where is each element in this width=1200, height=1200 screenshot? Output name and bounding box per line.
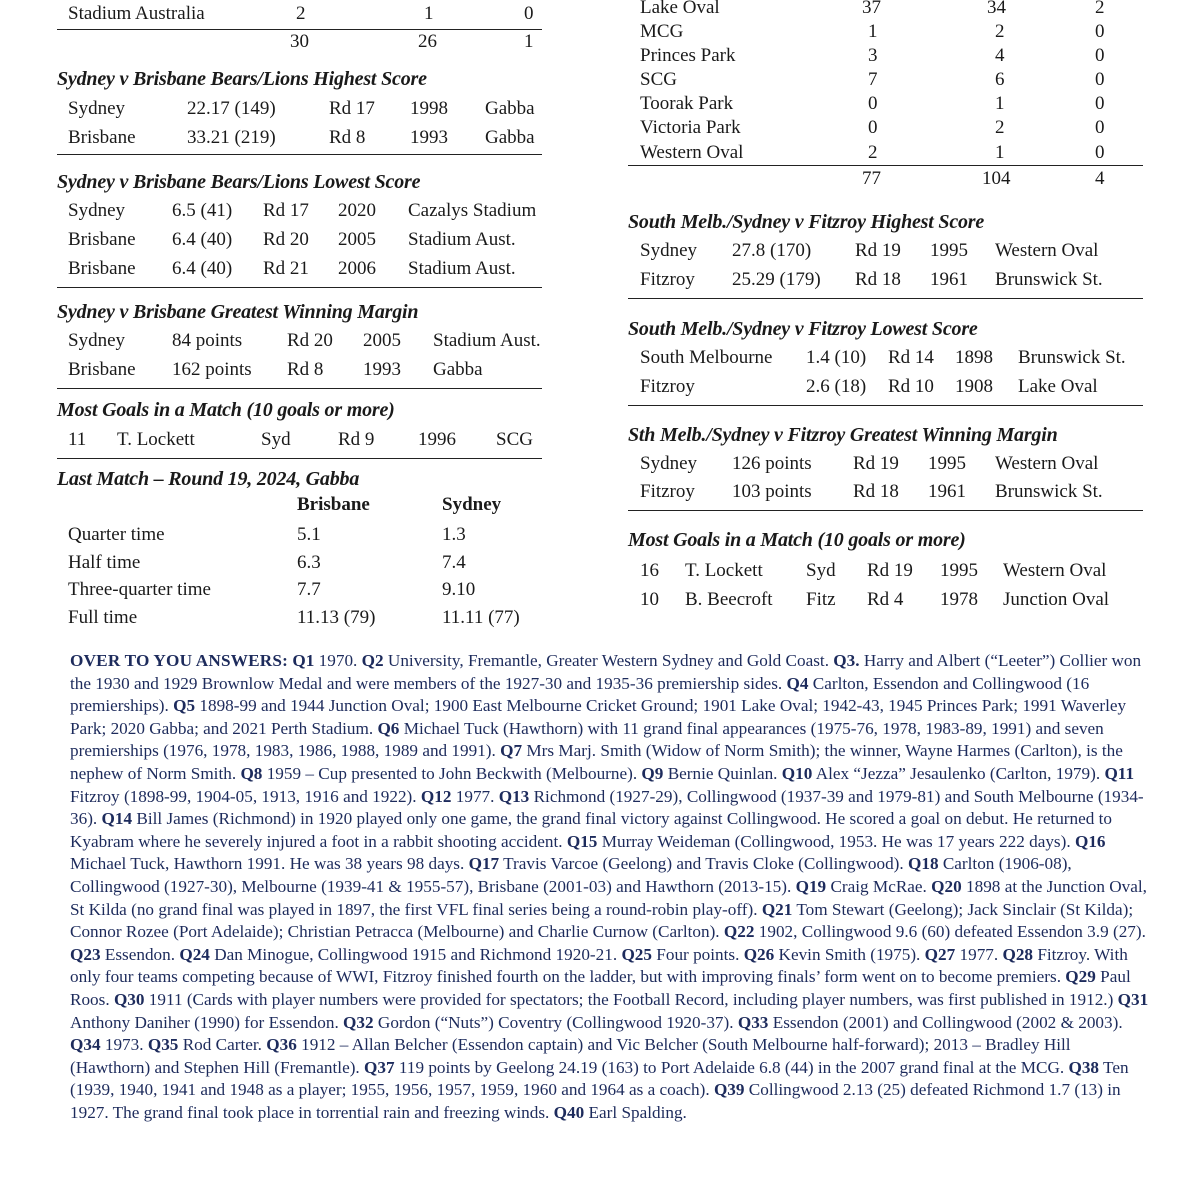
team-name: Sydney — [640, 240, 697, 261]
stat-row — [0, 373, 1200, 401]
answer-text: Bernie Quinlan. — [667, 763, 778, 783]
team-name: Sydney — [68, 200, 125, 221]
period-label: Half time — [68, 552, 141, 573]
score: 6.5 (41) — [172, 200, 233, 221]
answer-text: 1973. — [104, 1035, 144, 1055]
section-title: Last Match – Round 19, 2024, Gabba — [57, 468, 360, 490]
venue-name: SCG — [640, 69, 677, 90]
year: 1978 — [940, 589, 978, 610]
answer-text: Gordon (“Nuts”) Coventry (Collingwood 1920-37). — [377, 1012, 734, 1032]
round: Rd 20 — [287, 330, 333, 351]
answer-text: Alex “Jezza” Jesaulenko (Carlton, 1979). — [815, 763, 1101, 783]
team-name: Brisbane — [68, 229, 136, 250]
right-venue-row — [0, 139, 1200, 167]
round: Rd 9 — [338, 429, 375, 450]
total-col-c: 4 — [1095, 168, 1105, 189]
venue-col-c: 0 — [1095, 93, 1105, 114]
team1-score: 7.7 — [297, 579, 321, 600]
team-header: Sydney — [442, 494, 502, 515]
points: 103 points — [732, 481, 812, 502]
round: Rd 20 — [263, 229, 309, 250]
venue: Stadium Aust. — [433, 330, 541, 351]
venue-col-b: 1 — [995, 142, 1005, 163]
answer-number: Q9 — [641, 763, 664, 783]
answer-text: 1970. — [318, 651, 358, 670]
round: Rd 19 — [867, 560, 913, 581]
venue: Brunswick St. — [995, 481, 1103, 502]
answer-number: Q22 — [723, 922, 755, 942]
round: Rd 19 — [855, 240, 901, 261]
team-name: Brisbane — [68, 258, 136, 279]
section-rule — [628, 510, 1143, 511]
venue-name: MCG — [640, 21, 684, 42]
answer-text: University, Fremantle, Greater Western Sydney and Gold Coast. — [387, 651, 829, 670]
venue-col-b: 2 — [995, 117, 1005, 138]
round: Rd 17 — [329, 98, 375, 119]
answer-text: Mrs Marj. Smith (Widow of Norm Smith); the winner, Wayne Harmes (Carlton), is the nephew of Norm Smith. — [70, 741, 1123, 783]
round: Rd 21 — [263, 258, 309, 279]
stat-row — [0, 521, 560, 549]
year: 1995 — [930, 240, 968, 261]
team1-score: 11.13 (79) — [297, 607, 376, 628]
team-name: South Melbourne — [640, 347, 773, 368]
stat-row — [0, 450, 1200, 478]
answer-number: Q24 — [179, 944, 210, 964]
venue: Brunswick St. — [995, 269, 1103, 290]
venue-col-b: 1 — [995, 93, 1005, 114]
answer-text: 1911 (Cards with player numbers were provided for spectators; the Football Record, including player numbers, was first published in 1912.) — [148, 989, 1114, 1009]
year: 2005 — [338, 229, 376, 250]
stat-row — [0, 197, 560, 225]
answer-text: 1959 – Cup presented to John Beckwith (Melbourne). — [266, 763, 638, 783]
venue-col-a: 7 — [868, 69, 878, 90]
answer-text: Travis Varcoe (Geelong) and Travis Cloke (Collingwood). — [503, 854, 904, 874]
team1-score: 5.1 — [297, 524, 321, 545]
round: Rd 14 — [888, 347, 934, 368]
answers-heading: OVER TO YOU ANSWERS: — [70, 651, 289, 670]
period-label: Full time — [68, 607, 138, 628]
team-name: Sydney — [68, 330, 125, 351]
team2-score: 11.11 (77) — [442, 607, 520, 628]
team: Fitz — [806, 589, 836, 610]
answer-number: Q7 — [500, 741, 523, 761]
score: 22.17 (149) — [187, 98, 276, 119]
answer-number: Q35 — [147, 1035, 179, 1055]
venue-col-c: 2 — [1095, 0, 1105, 18]
goals: 11 — [68, 429, 87, 450]
venue-col-c: 0 — [1095, 142, 1105, 163]
answer-text: 1977. — [455, 786, 495, 806]
answer-text: Michael Tuck (Hawthorn) with 11 grand final appearances (1975-76, 1978, 1983-89, 1991) and seven premierships (1976, 1978, 1983, 1986, 1988, 1989 and 1991). — [70, 718, 1104, 761]
answer-number: Q4 — [786, 673, 809, 693]
venue: Western Oval — [995, 240, 1099, 261]
answer-text: Rod Carter. — [182, 1035, 262, 1055]
answer-text: Michael Tuck, Hawthorn 1991. He was 38 years 98 days. — [70, 854, 465, 874]
answer-text: 119 points by Geelong 24.19 (163) to Port Adelaide 6.8 (44) in the 2007 grand final at the MCG. — [398, 1057, 1065, 1077]
points: 126 points — [732, 453, 812, 474]
venue-col-b: 4 — [995, 45, 1005, 66]
right-venue-row — [0, 114, 1200, 142]
venue-name: Princes Park — [640, 45, 736, 66]
answer-text: Four points. — [656, 944, 740, 964]
stat-row — [0, 237, 1200, 265]
answer-number: Q40 — [553, 1102, 585, 1122]
venue-name: Lake Oval — [640, 0, 720, 18]
team: Syd — [806, 560, 836, 581]
year: 2020 — [338, 200, 376, 221]
section-rule — [628, 405, 1143, 406]
answer-number: Q8 — [240, 763, 263, 783]
team2-score: 1.3 — [442, 524, 466, 545]
answer-number: Q36 — [266, 1035, 297, 1055]
answer-number: Q10 — [781, 763, 813, 783]
venue-col-a: 1 — [868, 21, 878, 42]
venue: Junction Oval — [1003, 589, 1110, 610]
year: 1993 — [410, 127, 448, 148]
score: 33.21 (219) — [187, 127, 276, 148]
answer-number: Q25 — [621, 944, 652, 964]
year: 1961 — [930, 269, 968, 290]
right-venue-totals — [0, 165, 1200, 193]
stat-row — [0, 344, 1200, 372]
answer-text: Craig McRae. — [830, 876, 927, 896]
answer-number: Q19 — [795, 876, 827, 896]
answer-text: 1898 at the Junction Oval, St Kilda (no grand final was played in 1897, the first VFL final series being a round-robin play-off). — [70, 876, 1147, 919]
venue: Stadium Aust. — [408, 229, 516, 250]
total-sydney: 30 — [290, 31, 309, 52]
team1-score: 6.3 — [297, 552, 321, 573]
answer-number: Q11 — [1104, 763, 1135, 783]
venue: Brunswick St. — [1018, 347, 1126, 368]
venue-draws: 0 — [524, 3, 534, 24]
venue-col-a: 0 — [868, 117, 878, 138]
venue-brisbane-wins: 1 — [424, 3, 434, 24]
venue: SCG — [496, 429, 533, 450]
total-brisbane: 26 — [418, 31, 437, 52]
answer-text: Anthony Daniher (1990) for Essendon. — [70, 1012, 339, 1032]
year: 1898 — [955, 347, 993, 368]
round: Rd 4 — [867, 589, 904, 610]
points: 84 points — [172, 330, 243, 351]
venue-col-c: 0 — [1095, 69, 1105, 90]
goals: 10 — [640, 589, 659, 610]
answer-text: 1898-99 and 1944 Junction Oval; 1900 East Melbourne Cricket Ground; 1901 Lake Oval; 1942-43, 1945 Princes Park; 1991 Waverley Park; 2020 Gabba; and 2021 Perth Stadium. — [70, 696, 1127, 738]
answer-text: Carlton (1906-08), Collingwood (1927-30), Melbourne (1939-41 & 1955-57), Brisbane (2001-03) and Hawthorn (2013-15). — [70, 854, 1072, 896]
round: Rd 10 — [888, 376, 934, 397]
team-name: Sydney — [640, 453, 697, 474]
answer-text: Collingwood 2.13 (25) defeated Richmond 1.7 (13) in 1927. The grand final took place in torrential rain and freezing winds. — [70, 1080, 1121, 1122]
stat-row — [0, 478, 1200, 506]
total-draws: 1 — [524, 31, 534, 52]
answer-text: Essendon. — [104, 944, 176, 964]
answer-text: Tom Stewart (Geelong); Jack Sinclair (St Kilda); Connor Rozee (Port Adelaide); Christian Petracca (Melbourne) and Charlie Curnow (Carlton). — [70, 899, 1134, 942]
answer-number: Q23 — [70, 944, 101, 964]
venue-name: Western Oval — [640, 142, 744, 163]
team-name: Fitzroy — [640, 376, 695, 397]
period-label: Quarter time — [68, 524, 165, 545]
venue-col-a: 3 — [868, 45, 878, 66]
round: Rd 18 — [855, 269, 901, 290]
venue: Stadium Aust. — [408, 258, 516, 279]
answer-text: Murray Weideman (Collingwood, 1953. He was 17 years 222 days). — [601, 831, 1071, 851]
venue-name: Toorak Park — [640, 93, 734, 114]
score: 2.6 (18) — [806, 376, 867, 397]
round: Rd 19 — [853, 453, 899, 474]
venue: Gabba — [485, 127, 535, 148]
venue: Western Oval — [995, 453, 1099, 474]
answer-number: Q33 — [737, 1012, 769, 1032]
answer-number: Q20 — [931, 876, 962, 896]
venue-col-b: 6 — [995, 69, 1005, 90]
total-col-a: 77 — [862, 168, 881, 189]
player: B. Beecroft — [685, 589, 773, 610]
venue: Western Oval — [1003, 560, 1107, 581]
round: Rd 8 — [287, 359, 324, 380]
round: Rd 17 — [263, 200, 309, 221]
answer-text: Bill James (Richmond) in 1920 played only one game, the grand final victory against Collingwood. He scored a goal on debut. He returned to Kyabram where he severely injured a foot in a rabbit shooting accident. — [70, 809, 1113, 851]
year: 1993 — [363, 359, 401, 380]
team-name: Fitzroy — [640, 269, 695, 290]
venue-name: Stadium Australia — [68, 3, 205, 24]
year: 1998 — [410, 98, 448, 119]
stat-row — [0, 266, 1200, 294]
year: 1996 — [418, 429, 456, 450]
venue-col-b: 34 — [987, 0, 1006, 18]
venue-col-a: 37 — [862, 0, 881, 18]
venue: Gabba — [485, 98, 535, 119]
score: 25.29 (179) — [732, 269, 821, 290]
answer-number: Q15 — [566, 831, 598, 851]
answer-number: Q39 — [713, 1080, 745, 1100]
team-name: Sydney — [68, 98, 125, 119]
answer-text: Carlton, Essendon and Collingwood (16 premierships). — [70, 673, 1090, 716]
answer-text: 1902, Collingwood 9.6 (60) defeated Essendon 3.9 (27). — [758, 922, 1146, 942]
section-title: South Melb./Sydney v Fitzroy Highest Score — [628, 211, 985, 233]
year: 1995 — [940, 560, 978, 581]
answer-number: Q29 — [1065, 967, 1096, 987]
section-title: Most Goals in a Match (10 goals or more) — [628, 529, 966, 551]
year: 1908 — [955, 376, 993, 397]
answer-number: Q14 — [101, 809, 133, 829]
answer-text: 1977. — [959, 944, 999, 964]
year: 1961 — [928, 481, 966, 502]
section-rule — [628, 298, 1143, 299]
venue: Gabba — [433, 359, 483, 380]
answer-text: Fitzroy. With only four teams competing because of WWI, Fitzroy finished fourth on the ladder, but with improving finals’ form went on to become premiers. — [70, 944, 1128, 987]
score: 27.8 (170) — [732, 240, 812, 261]
answer-number: Q5 — [173, 696, 196, 716]
answer-number: Q34 — [70, 1035, 101, 1055]
answer-number: Q21 — [761, 899, 793, 919]
player: T. Lockett — [685, 560, 763, 581]
answer-number: Q31 — [1117, 989, 1149, 1009]
answer-number: Q13 — [498, 786, 530, 806]
answer-number: Q26 — [743, 944, 775, 964]
answer-text: Dan Minogue, Collingwood 1915 and Richmond 1920-21. — [214, 944, 618, 964]
venue-col-c: 0 — [1095, 117, 1105, 138]
answer-text: Earl Spalding. — [588, 1102, 687, 1122]
venue-col-c: 0 — [1095, 45, 1105, 66]
team-header: Brisbane — [297, 494, 370, 515]
score: 1.4 (10) — [806, 347, 867, 368]
team-name: Fitzroy — [640, 481, 695, 502]
answer-text: Kevin Smith (1975). — [778, 944, 921, 964]
answer-number: Q30 — [113, 989, 145, 1009]
answer-text: Harry and Albert (“Leeter”) Collier won the 1930 and 1929 Brownlow Medal and were members of the 1927-30 and 1935-36 premiership sides. — [70, 651, 1142, 693]
answer-number: Q27 — [924, 944, 956, 964]
team: Syd — [261, 429, 291, 450]
period-label: Three-quarter time — [68, 579, 211, 600]
answer-text: Ten (1939, 1940, 1941 and 1948 as a player; 1955, 1956, 1957, 1959, 1960 and 1964 as a coach). — [70, 1057, 1129, 1100]
goals: 16 — [640, 560, 659, 581]
total-col-b: 104 — [982, 168, 1011, 189]
score: 6.4 (40) — [172, 229, 233, 250]
answer-number: Q32 — [343, 1012, 374, 1032]
stat-row — [0, 557, 1200, 585]
team-name: Brisbane — [68, 359, 136, 380]
section-title: Sydney v Brisbane Greatest Winning Margin — [57, 301, 419, 323]
team2-score: 7.4 — [442, 552, 466, 573]
answer-text: Richmond (1927-29), Collingwood (1937-39 and 1979-81) and South Melbourne (1934-36). — [70, 786, 1144, 829]
venue-col-a: 2 — [868, 142, 878, 163]
round: Rd 8 — [329, 127, 366, 148]
year: 2006 — [338, 258, 376, 279]
section-title: Sydney v Brisbane Bears/Lions Highest Score — [57, 68, 427, 90]
answer-number: Q37 — [364, 1057, 395, 1077]
answer-number: Q18 — [907, 854, 939, 874]
answers-block — [70, 650, 1150, 1124]
year: 1995 — [928, 453, 966, 474]
answer-text: Essendon (2001) and Collingwood (2002 & 2003). — [772, 1012, 1123, 1032]
team-name: Brisbane — [68, 127, 136, 148]
venue-sydney-wins: 2 — [296, 3, 306, 24]
answer-number: Q3. — [833, 651, 860, 670]
answer-number: Q17 — [468, 854, 500, 874]
answer-number: Q6 — [377, 718, 400, 738]
answer-text: 1912 – Allan Belcher (Essendon captain) and Vic Belcher (South Melbourne half-forward); 2013 – Bradley Hill (Hawthorn) and Stephen Hill (Fremantle). — [70, 1035, 1071, 1077]
round: Rd 18 — [853, 481, 899, 502]
answer-number: Q28 — [1002, 944, 1034, 964]
answer-number: Q2 — [361, 651, 384, 670]
points: 162 points — [172, 359, 252, 380]
answer-number: Q16 — [1074, 831, 1106, 851]
section-title: Sydney v Brisbane Bears/Lions Lowest Score — [57, 171, 421, 193]
section-title: Most Goals in a Match (10 goals or more) — [57, 399, 395, 421]
section-title: South Melb./Sydney v Fitzroy Lowest Score — [628, 318, 978, 340]
section-title: Sth Melb./Sydney v Fitzroy Greatest Winning Margin — [628, 424, 1058, 446]
player: T. Lockett — [117, 429, 195, 450]
year: 2005 — [363, 330, 401, 351]
stat-row — [0, 586, 1200, 614]
venue-name: Victoria Park — [640, 117, 741, 138]
team2-score: 9.10 — [442, 579, 476, 600]
venue: Cazalys Stadium — [408, 200, 537, 221]
venue-col-a: 0 — [868, 93, 878, 114]
answer-text: Paul Roos. — [70, 967, 1131, 1009]
score: 6.4 (40) — [172, 258, 233, 279]
answer-number: Q1 — [292, 651, 315, 670]
venue-col-c: 0 — [1095, 21, 1105, 42]
answer-number: Q12 — [420, 786, 452, 806]
venue: Lake Oval — [1018, 376, 1098, 397]
answer-text: Fitzroy (1898-99, 1904-05, 1913, 1916 and 1922). — [70, 786, 417, 806]
venue-col-b: 2 — [995, 21, 1005, 42]
answer-number: Q38 — [1068, 1057, 1100, 1077]
